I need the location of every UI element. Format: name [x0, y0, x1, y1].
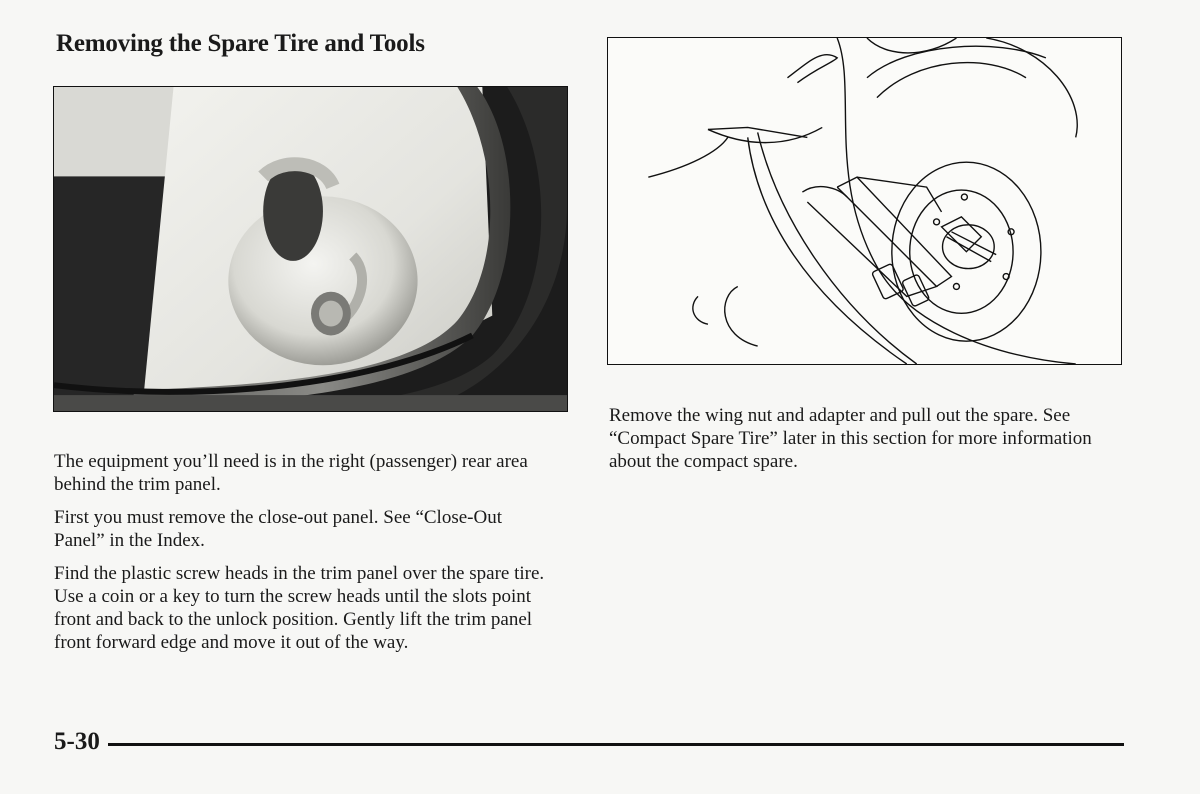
paragraph-close-out-panel: First you must remove the close-out panel. See “Close-Out Panel” in the Index. [54, 507, 502, 551]
photo-illustration [54, 87, 567, 411]
paragraph-remove-wing-nut: Remove the wing nut and adapter and pull out the spare. See “Compact Spare Tire” later in this section for more information about the compact spare. [609, 405, 1092, 472]
paragraph-equipment-location: The equipment you’ll need is in the right (passenger) rear area behind the trim panel. [54, 451, 528, 495]
wing-nut-illustration [608, 38, 1121, 364]
right-text-column [609, 404, 1124, 483]
footer-rule [108, 743, 1124, 746]
page-footer [54, 725, 1124, 759]
spare-tire-diagram [607, 37, 1122, 365]
page-title: Removing the Spare Tire and Tools [56, 30, 425, 57]
paragraph-trim-panel-screws: Find the plastic screw heads in the trim panel over the spare tire. Use a coin or a key to turn the screw heads until the slots point front and back to the unlock position. Gently lift the trim panel front forward edge and move it out of the way. [54, 563, 545, 653]
page-number: 5-30 [54, 728, 100, 755]
left-text-column [54, 450, 554, 664]
trim-panel-photo [53, 86, 568, 412]
